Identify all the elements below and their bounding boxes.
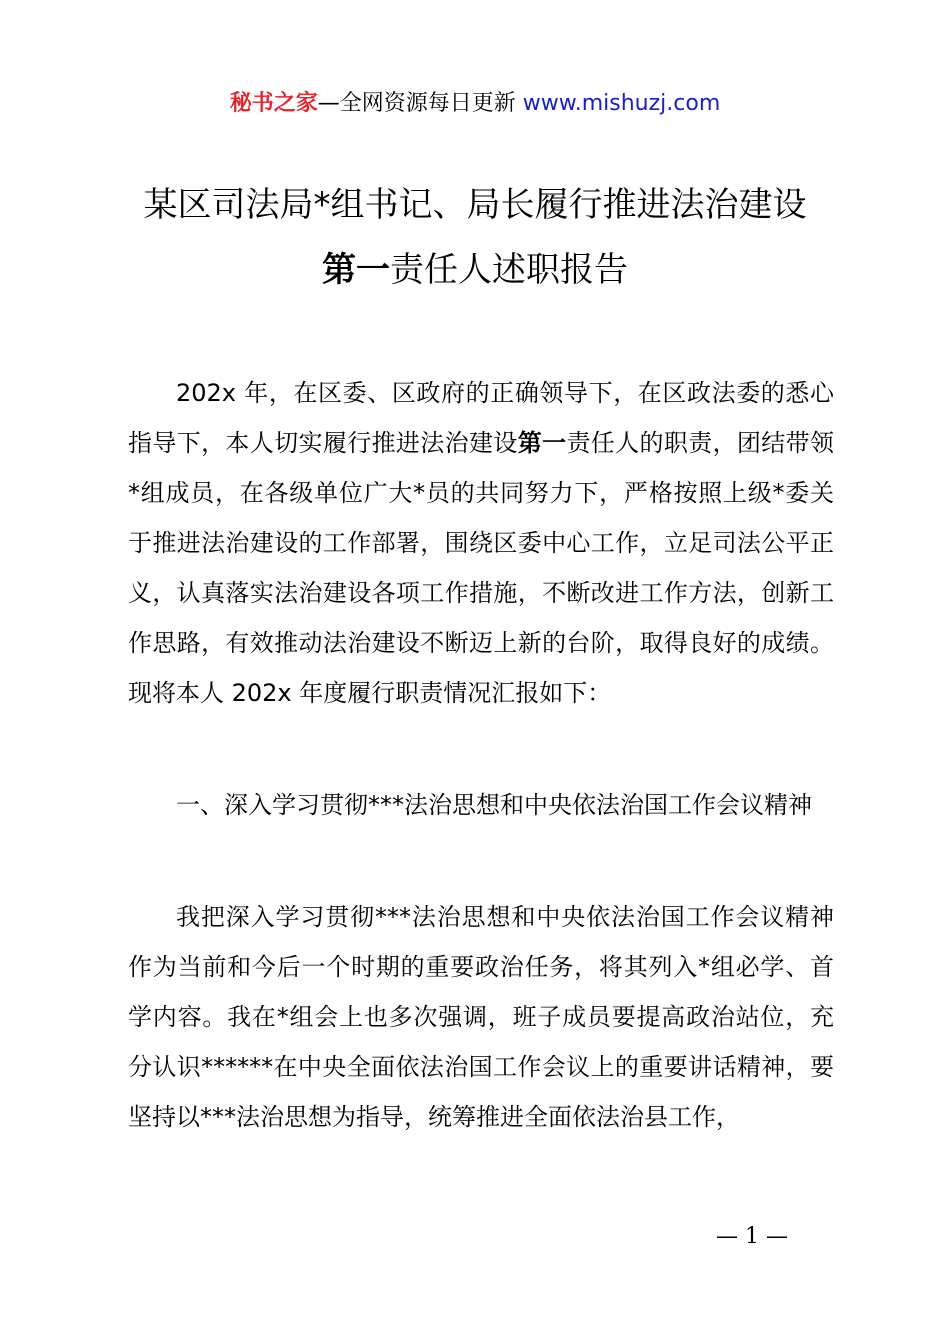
intro-paragraph <box>128 368 834 718</box>
page-number: — 1 — <box>716 1224 788 1249</box>
intro-text-before: 202x 年，在区委、区政府的正确领导下，在区政法委的悉心指导下，本人切实履行推进法治建设 <box>128 379 834 457</box>
header-slogan: —全网资源每日更新 <box>317 91 523 116</box>
website-link[interactable]: www.mishuzj.com <box>522 91 721 116</box>
title-bold-part: 第一 <box>322 250 390 290</box>
site-header <box>0 88 950 120</box>
document-title-line-2 <box>0 248 950 292</box>
intro-text-bold: 第一 <box>517 429 567 457</box>
section-1-paragraph: 我把深入学习贯彻***法治思想和中央依法治国工作会议精神作为当前和今后一个时期的重要政治任务，将其列入*组必学、首学内容。我在*组会上也多次强调，班子成员要提高政治站位，充分认识******在中央全面依法治国工作会议上的重要讲话精神，要坚持以***法治思想为指导，统筹推进全面依法治县工作， <box>128 903 834 1131</box>
intro-text-after: 责任人的职责，团结带领*组成员，在各级单位广大*员的共同努力下，严格按照上级*委关于推进法治建设的工作部署，围绕区委中心工作，立足司法公平正义，认真落实法治建设各项工作措施，不断改进工作方法，创新工作思路，有效推动法治建设不断迈上新的台阶，取得良好的成绩。现将本人 202x 年度履行职责情况汇报如下： <box>128 429 835 707</box>
title-rest-part: 责任人述职报告 <box>390 250 628 290</box>
brand-name: 秘书之家 <box>229 91 318 116</box>
document-title-line-1: 某区司法局*组书记、局长履行推进法治建设 <box>143 185 807 225</box>
section-heading-1: 一、深入学习贯彻***法治思想和中央依法治国工作会议精神 <box>176 791 812 819</box>
